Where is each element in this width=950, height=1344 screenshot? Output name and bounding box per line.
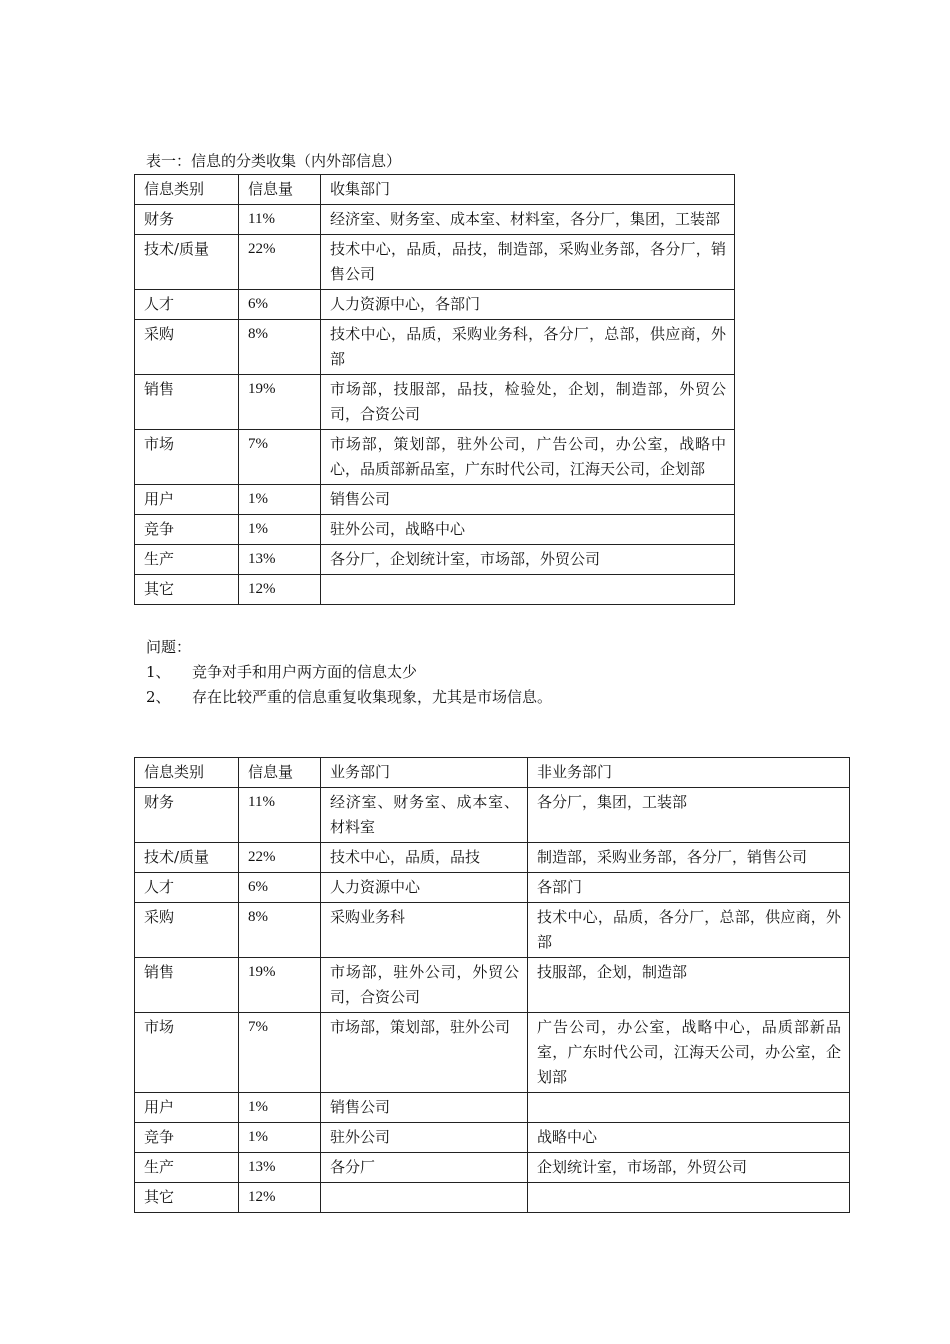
table-cell: 生产 xyxy=(135,545,239,575)
column-header: 业务部门 xyxy=(321,758,528,788)
table-cell: 市场部，策划部，驻外公司 xyxy=(321,1013,528,1093)
table-cell: 其它 xyxy=(135,1183,239,1213)
table-row xyxy=(135,958,850,1013)
table-cell: 其它 xyxy=(135,575,239,605)
table-header-row xyxy=(135,175,735,205)
table-cell: 广告公司，办公室，战略中心，品质部新品室，广东时代公司，江海天公司，办公室，企划部 xyxy=(528,1013,850,1093)
issues-title: 问题： xyxy=(146,638,192,656)
table-cell: 11% xyxy=(239,205,321,235)
table-cell: 战略中心 xyxy=(528,1123,850,1153)
table-cell: 企划统计室，市场部，外贸公司 xyxy=(528,1153,850,1183)
table-cell: 技术/质量 xyxy=(135,843,239,873)
table-cell: 市场 xyxy=(135,1013,239,1093)
table-cell: 技服部，企划，制造部 xyxy=(528,958,850,1013)
table-cell xyxy=(321,1183,528,1213)
issue-item xyxy=(146,660,552,685)
table-row xyxy=(135,205,735,235)
table-row xyxy=(135,545,735,575)
column-header: 信息量 xyxy=(239,175,321,205)
table-cell: 销售 xyxy=(135,375,239,430)
table-cell: 制造部，采购业务部，各分厂，销售公司 xyxy=(528,843,850,873)
table-cell: 市场部，技服部，品技，检验处，企划，制造部，外贸公司，合资公司 xyxy=(321,375,735,430)
table-cell: 人才 xyxy=(135,873,239,903)
column-header: 非业务部门 xyxy=(528,758,850,788)
table-cell: 财务 xyxy=(135,788,239,843)
table-cell: 7% xyxy=(239,430,321,485)
table-row xyxy=(135,235,735,290)
issue-item xyxy=(146,685,552,710)
table-cell: 19% xyxy=(239,958,321,1013)
table-row xyxy=(135,1183,850,1213)
table-cell: 13% xyxy=(239,1153,321,1183)
table-cell: 驻外公司，战略中心 xyxy=(321,515,735,545)
table-cell: 12% xyxy=(239,1183,321,1213)
table-row xyxy=(135,1153,850,1183)
table-row xyxy=(135,375,735,430)
table-cell: 各分厂，集团，工装部 xyxy=(528,788,850,843)
table-cell: 市场部，策划部，驻外公司，广告公司，办公室，战略中心，品质部新品室，广东时代公司，江海天公司，企划部 xyxy=(321,430,735,485)
table-row xyxy=(135,1123,850,1153)
table-cell: 驻外公司 xyxy=(321,1123,528,1153)
table-cell: 生产 xyxy=(135,1153,239,1183)
table-cell xyxy=(528,1093,850,1123)
table-cell: 1% xyxy=(239,515,321,545)
table-cell: 经济室、财务室、成本室、材料室 xyxy=(321,788,528,843)
table-row xyxy=(135,788,850,843)
table-row xyxy=(135,903,850,958)
table-cell: 各分厂 xyxy=(321,1153,528,1183)
table-cell: 市场 xyxy=(135,430,239,485)
table-cell: 11% xyxy=(239,788,321,843)
table-cell: 1% xyxy=(239,1123,321,1153)
table-cell: 22% xyxy=(239,235,321,290)
table-cell: 竞争 xyxy=(135,1123,239,1153)
table-cell: 8% xyxy=(239,903,321,958)
column-header: 信息量 xyxy=(239,758,321,788)
table-cell: 经济室、财务室、成本室、材料室，各分厂，集团，工装部 xyxy=(321,205,735,235)
table-cell: 6% xyxy=(239,873,321,903)
table-row xyxy=(135,320,735,375)
table-cell: 采购业务科 xyxy=(321,903,528,958)
table-cell: 人力资源中心 xyxy=(321,873,528,903)
table-cell: 用户 xyxy=(135,485,239,515)
table-cell: 8% xyxy=(239,320,321,375)
table-cell: 竞争 xyxy=(135,515,239,545)
table-cell: 市场部，驻外公司，外贸公司，合资公司 xyxy=(321,958,528,1013)
table1-caption: 表一：信息的分类收集（内外部信息） xyxy=(146,152,402,170)
table-row xyxy=(135,485,735,515)
table-cell: 技术中心，品质，各分厂，总部，供应商，外部 xyxy=(528,903,850,958)
issue-text: 存在比较严重的信息重复收集现象，尤其是市场信息。 xyxy=(192,688,553,706)
table-cell: 人力资源中心，各部门 xyxy=(321,290,735,320)
issue-number: 1、 xyxy=(146,663,171,681)
table-cell: 13% xyxy=(239,545,321,575)
issue-text: 竞争对手和用户两方面的信息太少 xyxy=(192,663,418,681)
table-cell: 销售公司 xyxy=(321,1093,528,1123)
table-cell: 销售 xyxy=(135,958,239,1013)
table-row xyxy=(135,1093,850,1123)
department-split-table xyxy=(134,757,850,1213)
table-row xyxy=(135,430,735,485)
table-cell: 采购 xyxy=(135,903,239,958)
table-cell: 19% xyxy=(239,375,321,430)
table-cell: 22% xyxy=(239,843,321,873)
table-cell: 1% xyxy=(239,485,321,515)
table-cell: 用户 xyxy=(135,1093,239,1123)
table-cell: 技术中心，品质，采购业务科，各分厂，总部，供应商，外部 xyxy=(321,320,735,375)
table-cell: 技术中心，品质，品技 xyxy=(321,843,528,873)
column-header: 信息类别 xyxy=(135,175,239,205)
table-row xyxy=(135,1013,850,1093)
table-cell: 财务 xyxy=(135,205,239,235)
table-row xyxy=(135,515,735,545)
table-cell: 销售公司 xyxy=(321,485,735,515)
table-cell: 12% xyxy=(239,575,321,605)
table-row xyxy=(135,873,850,903)
issue-number: 2、 xyxy=(146,688,171,706)
table-cell xyxy=(321,575,735,605)
table-row xyxy=(135,843,850,873)
table-cell: 技术中心，品质，品技，制造部，采购业务部，各分厂，销售公司 xyxy=(321,235,735,290)
column-header: 信息类别 xyxy=(135,758,239,788)
issues-section xyxy=(146,635,552,710)
table-cell: 各部门 xyxy=(528,873,850,903)
table-row xyxy=(135,575,735,605)
column-header: 收集部门 xyxy=(321,175,735,205)
table-cell: 各分厂，企划统计室，市场部，外贸公司 xyxy=(321,545,735,575)
table-header-row xyxy=(135,758,850,788)
table-row xyxy=(135,290,735,320)
table-cell: 6% xyxy=(239,290,321,320)
info-collection-table xyxy=(134,174,735,605)
table-cell: 采购 xyxy=(135,320,239,375)
table-cell: 1% xyxy=(239,1093,321,1123)
table-cell xyxy=(528,1183,850,1213)
table-cell: 技术/质量 xyxy=(135,235,239,290)
table-cell: 7% xyxy=(239,1013,321,1093)
table-cell: 人才 xyxy=(135,290,239,320)
